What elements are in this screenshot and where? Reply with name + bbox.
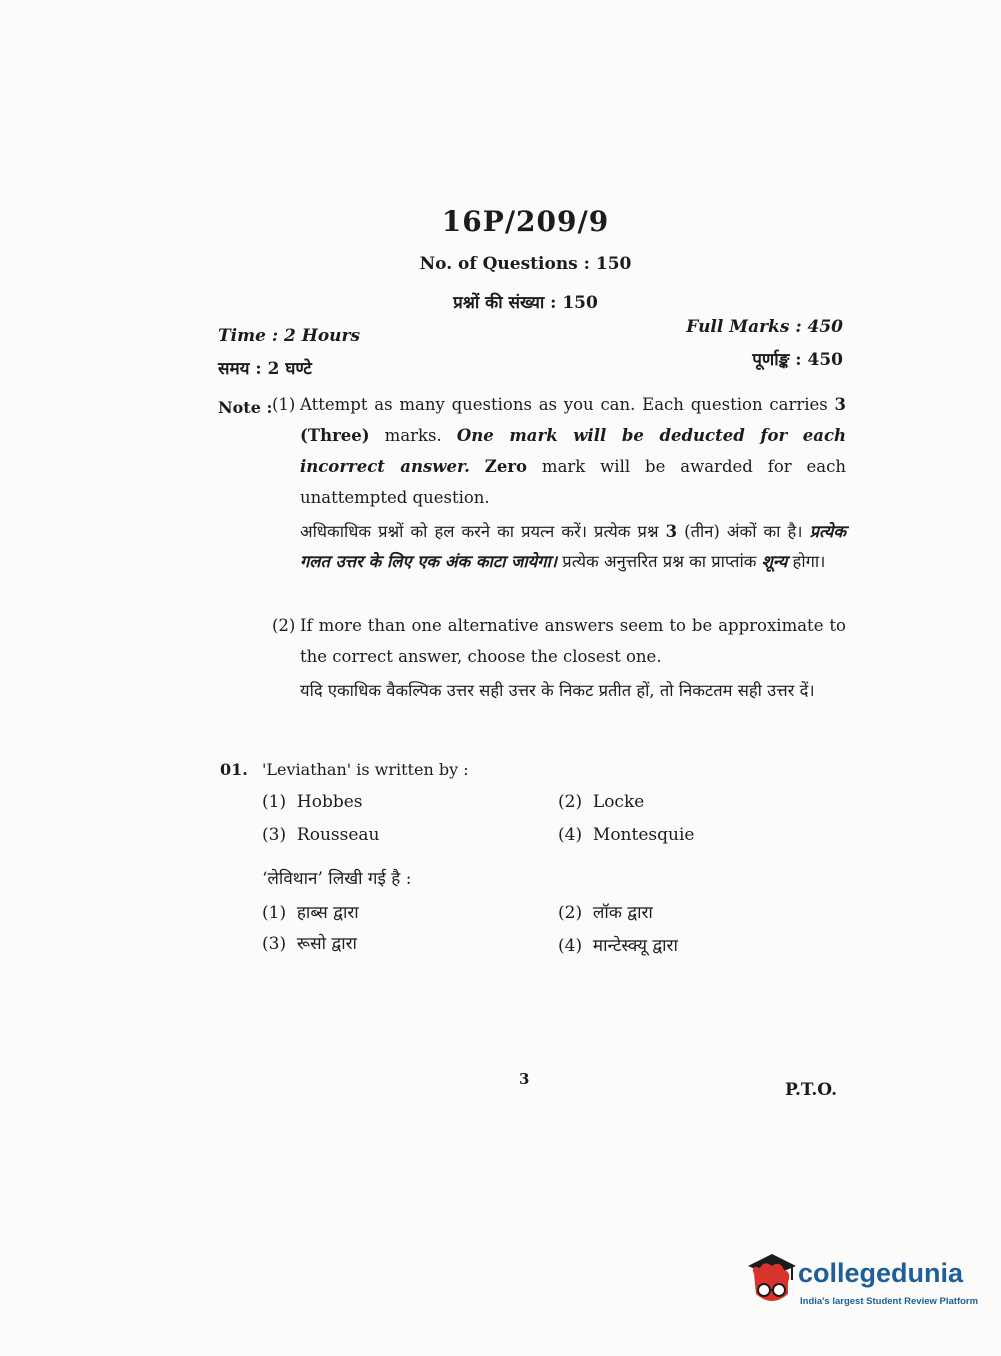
page-number: 3 bbox=[519, 1070, 530, 1088]
option-number: (1) bbox=[262, 903, 287, 923]
note-item-number: (2) bbox=[272, 616, 296, 635]
option-hi-1 bbox=[262, 900, 359, 923]
option-text: Rousseau bbox=[296, 825, 380, 845]
option-number: (1) bbox=[262, 792, 287, 812]
option-number: (2) bbox=[558, 792, 583, 812]
option-number: (4) bbox=[558, 825, 583, 845]
option-number: (4) bbox=[558, 936, 583, 956]
full-marks-hi: पूर्णाङ्क : 450 bbox=[752, 350, 843, 370]
note-text bbox=[470, 457, 485, 476]
option-text: हाब्स द्वारा bbox=[296, 903, 359, 923]
option-en-3 bbox=[262, 825, 379, 845]
note-label: Note : bbox=[218, 398, 273, 417]
note-text-bold-italic: One mark will be deducted for each incorrect answer. bbox=[300, 426, 846, 476]
option-text: Montesquie bbox=[592, 825, 695, 845]
full-marks-en: Full Marks : 450 bbox=[686, 317, 843, 337]
mascot-icon bbox=[742, 1252, 798, 1312]
note-item-2 bbox=[272, 610, 846, 706]
option-number: (3) bbox=[262, 825, 287, 845]
note-text-bold-italic: प्रत्येक गलत उत्तर के लिए एक अंक काटा जायेगा। bbox=[300, 522, 846, 571]
note-item-1 bbox=[272, 389, 846, 577]
note-text: Attempt as many questions as you can. Each question carries bbox=[300, 395, 835, 414]
note-text-bold: 3 (Three) bbox=[300, 395, 846, 445]
brand-name: collegedunia bbox=[798, 1258, 964, 1288]
time-hi: समय : 2 घण्टे bbox=[218, 359, 312, 379]
num-questions-en: No. of Questions : 150 bbox=[419, 254, 632, 274]
question-number: 01. bbox=[220, 760, 248, 779]
question-text-hi: ‘लेविथान’ लिखी गई है : bbox=[262, 869, 412, 889]
note-text: प्रत्येक अनुत्तरित प्रश्न का प्राप्तांक bbox=[557, 552, 762, 571]
note-text-bold: Zero bbox=[484, 457, 528, 476]
pto-label: P.T.O. bbox=[785, 1080, 837, 1100]
note-item-text-en bbox=[300, 389, 846, 513]
option-number: (3) bbox=[262, 934, 287, 954]
note-text: होगा। bbox=[787, 552, 826, 571]
option-text: Hobbes bbox=[296, 792, 363, 812]
option-text: रूसो द्वारा bbox=[296, 934, 357, 954]
note-text-bold: 3 bbox=[665, 522, 678, 541]
note-item-text-hi bbox=[300, 517, 846, 577]
note-item-number: (1) bbox=[272, 395, 296, 414]
note-item-text-en: If more than one alternative answers seem to be approximate to the correct answer, choose the closest one. bbox=[300, 616, 846, 666]
time-en: Time : 2 Hours bbox=[218, 326, 361, 346]
note-text-bold-italic: शून्य bbox=[761, 552, 788, 571]
paper-code: 16P/209/9 bbox=[441, 205, 610, 238]
option-text: मान्टेस्क्यू द्वारा bbox=[592, 936, 678, 956]
question-text-en: 'Leviathan' is written by : bbox=[262, 760, 469, 779]
option-number: (2) bbox=[558, 903, 583, 923]
option-hi-2 bbox=[558, 900, 653, 923]
note-text: marks. bbox=[369, 426, 457, 445]
num-questions-hi: प्रश्नों की संख्या : 150 bbox=[453, 293, 598, 313]
note-text: (तीन) अंकों का है। bbox=[677, 522, 810, 541]
note-item-text-hi: यदि एकाधिक वैकल्पिक उत्तर सही उत्तर के निकट प्रतीत हों, तो निकटतम सही उत्तर दें। bbox=[300, 681, 815, 700]
option-en-1 bbox=[262, 792, 363, 812]
option-text: लॉक द्वारा bbox=[592, 903, 653, 923]
option-hi-3 bbox=[262, 931, 357, 954]
note-text: अधिकाधिक प्रश्नों को हल करने का प्रयत्न करें। प्रत्येक प्रश्न bbox=[300, 522, 666, 541]
option-en-4 bbox=[558, 825, 694, 845]
option-text: Locke bbox=[592, 792, 645, 812]
collegedunia-watermark bbox=[742, 1252, 979, 1318]
option-en-2 bbox=[558, 792, 644, 812]
option-hi-4 bbox=[558, 933, 678, 956]
brand-tagline: India's largest Student Review Platform bbox=[800, 1296, 979, 1307]
note-text: mark will be awarded for each unattempted question. bbox=[300, 457, 847, 507]
